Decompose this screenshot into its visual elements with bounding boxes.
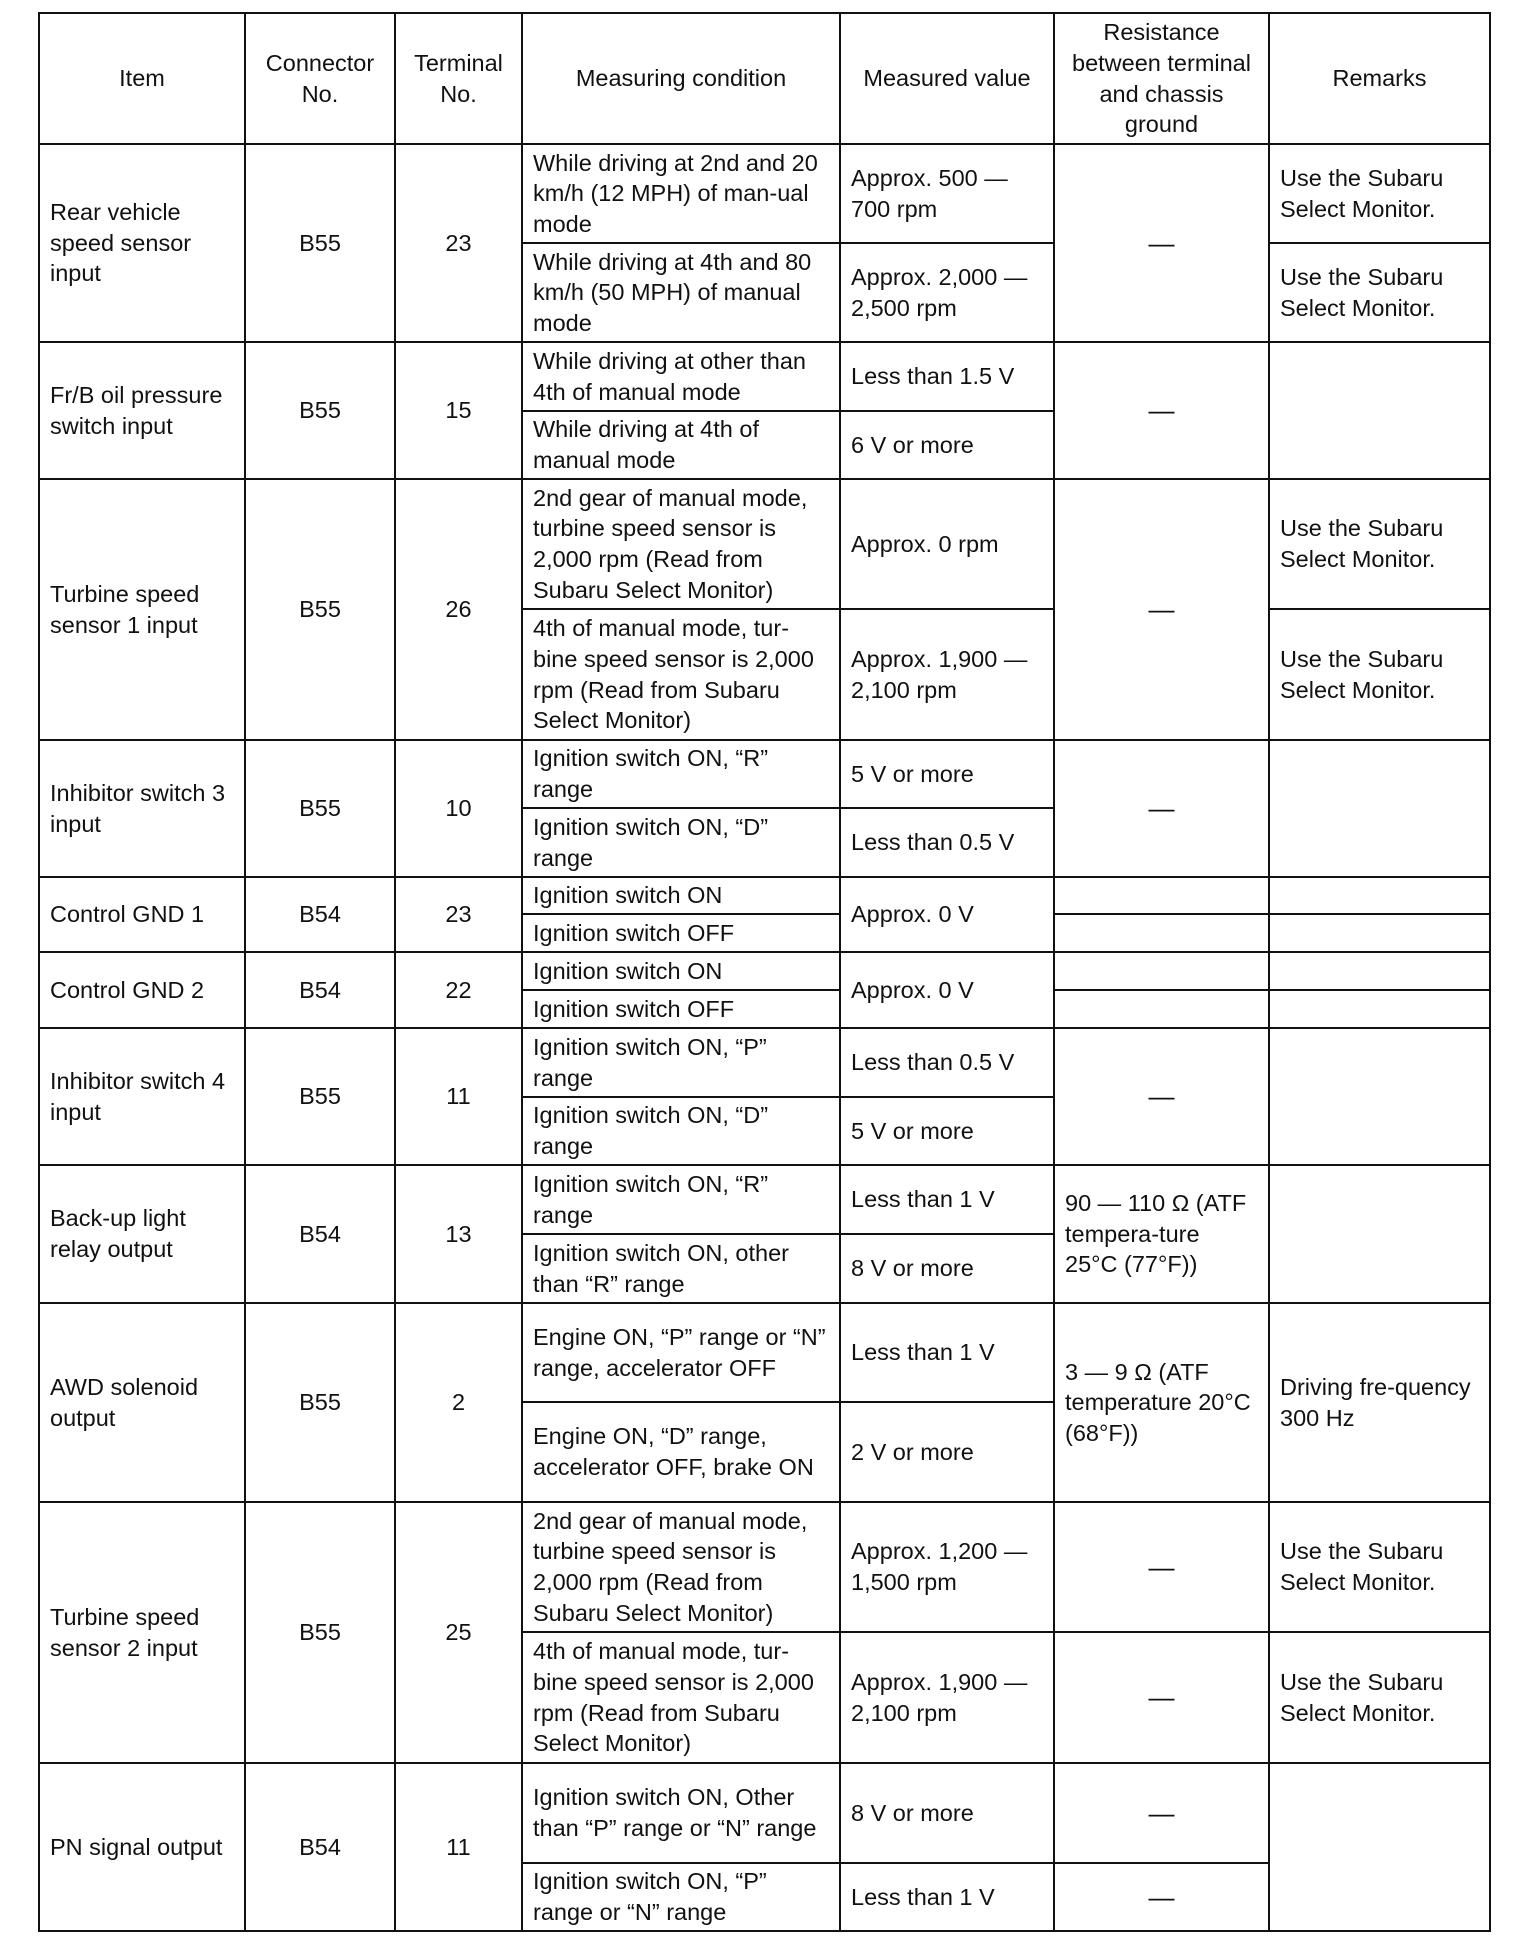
remarks-cell: Use the Subaru Select Monitor. <box>1269 479 1490 609</box>
connector-cell: B55 <box>245 740 395 877</box>
value-cell: Less than 0.5 V <box>840 808 1054 877</box>
item-cell: PN signal output <box>39 1763 245 1931</box>
value-cell: 6 V or more <box>840 411 1054 479</box>
condition-cell: Ignition switch ON, “R” range <box>522 740 840 808</box>
table-row <box>39 1303 1490 1402</box>
value-cell: Less than 1 V <box>840 1165 1054 1234</box>
condition-cell: 2nd gear of manual mode, turbine speed sensor is 2,000 rpm (Read from Subaru Select Monitor) <box>522 479 840 609</box>
terminal-cell: 11 <box>395 1028 522 1165</box>
header-connector-no: Connector No. <box>245 13 395 144</box>
condition-cell: Engine ON, “P” range or “N” range, accelerator OFF <box>522 1303 840 1402</box>
table-row <box>39 342 1490 411</box>
resistance-cell: — <box>1054 479 1269 740</box>
value-cell: Approx. 0 V <box>840 877 1054 952</box>
value-cell: Approx. 0 V <box>840 952 1054 1028</box>
connector-cell: B55 <box>245 342 395 479</box>
header-terminal-no: Terminal No. <box>395 13 522 144</box>
resistance-cell: — <box>1054 1502 1269 1632</box>
remarks-cell: Use the Subaru Select Monitor. <box>1269 1502 1490 1632</box>
item-cell: Turbine speed sensor 1 input <box>39 479 245 740</box>
resistance-cell <box>1054 990 1269 1028</box>
remarks-cell <box>1269 740 1490 877</box>
condition-cell: Ignition switch ON, “P” range <box>522 1028 840 1097</box>
item-cell: Inhibitor switch 3 input <box>39 740 245 877</box>
remarks-cell <box>1269 990 1490 1028</box>
value-cell: Less than 1.5 V <box>840 342 1054 411</box>
terminal-cell: 22 <box>395 952 522 1028</box>
condition-cell: Ignition switch OFF <box>522 990 840 1028</box>
value-cell: 8 V or more <box>840 1234 1054 1303</box>
remarks-cell <box>1269 1165 1490 1303</box>
condition-cell: While driving at 2nd and 20 km/h (12 MPH) of man-ual mode <box>522 144 840 243</box>
connector-cell: B55 <box>245 1028 395 1165</box>
resistance-cell: — <box>1054 342 1269 479</box>
remarks-cell: Use the Subaru Select Monitor. <box>1269 243 1490 342</box>
resistance-cell: — <box>1054 740 1269 877</box>
table-row <box>39 1028 1490 1097</box>
terminal-cell: 23 <box>395 877 522 952</box>
resistance-cell <box>1054 877 1269 914</box>
header-measured-value: Measured value <box>840 13 1054 144</box>
condition-cell: Engine ON, “D” range, accelerator OFF, brake ON <box>522 1402 840 1502</box>
condition-cell: Ignition switch ON, “P” range or “N” range <box>522 1863 840 1931</box>
connector-cell: B55 <box>245 1303 395 1502</box>
header-item: Item <box>39 13 245 144</box>
resistance-cell: 90 — 110 Ω (ATF tempera-ture 25°C (77°F)) <box>1054 1165 1269 1303</box>
value-cell: Less than 0.5 V <box>840 1028 1054 1097</box>
inspection-table <box>38 12 1491 1932</box>
remarks-cell <box>1269 342 1490 479</box>
table-row <box>39 1763 1490 1863</box>
value-cell: Approx. 2,000 — 2,500 rpm <box>840 243 1054 342</box>
item-cell: Turbine speed sensor 2 input <box>39 1502 245 1763</box>
resistance-cell: — <box>1054 1763 1269 1863</box>
connector-cell: B54 <box>245 1763 395 1931</box>
resistance-cell: — <box>1054 144 1269 342</box>
item-cell: AWD solenoid output <box>39 1303 245 1502</box>
item-cell: Control GND 2 <box>39 952 245 1028</box>
condition-cell: Ignition switch ON <box>522 952 840 990</box>
item-cell: Control GND 1 <box>39 877 245 952</box>
terminal-cell: 25 <box>395 1502 522 1763</box>
value-cell: Less than 1 V <box>840 1303 1054 1402</box>
condition-cell: 4th of manual mode, tur-bine speed sensor is 2,000 rpm (Read from Subaru Select Monitor) <box>522 609 840 740</box>
header-row <box>39 13 1490 144</box>
table-row <box>39 1165 1490 1234</box>
remarks-cell: Use the Subaru Select Monitor. <box>1269 609 1490 740</box>
value-cell: 8 V or more <box>840 1763 1054 1863</box>
header-measuring-condition: Measuring condition <box>522 13 840 144</box>
condition-cell: While driving at other than 4th of manual mode <box>522 342 840 411</box>
terminal-cell: 11 <box>395 1763 522 1931</box>
connector-cell: B54 <box>245 877 395 952</box>
remarks-cell: Use the Subaru Select Monitor. <box>1269 1632 1490 1763</box>
table-row <box>39 1502 1490 1632</box>
remarks-cell: Driving fre-quency 300 Hz <box>1269 1303 1490 1502</box>
terminal-cell: 13 <box>395 1165 522 1303</box>
condition-cell: Ignition switch ON, “D” range <box>522 1097 840 1165</box>
resistance-cell <box>1054 952 1269 990</box>
value-cell: Approx. 1,900 — 2,100 rpm <box>840 609 1054 740</box>
condition-cell: Ignition switch ON, Other than “P” range or “N” range <box>522 1763 840 1863</box>
condition-cell: Ignition switch ON, “R” range <box>522 1165 840 1234</box>
condition-cell: Ignition switch ON, “D” range <box>522 808 840 877</box>
connector-cell: B55 <box>245 479 395 740</box>
remarks-cell <box>1269 952 1490 990</box>
resistance-cell: — <box>1054 1863 1269 1931</box>
table-row <box>39 877 1490 914</box>
remarks-cell <box>1269 1763 1490 1931</box>
remarks-cell <box>1269 914 1490 952</box>
connector-cell: B55 <box>245 1502 395 1763</box>
item-cell: Inhibitor switch 4 input <box>39 1028 245 1165</box>
resistance-cell: 3 — 9 Ω (ATF temperature 20°C (68°F)) <box>1054 1303 1269 1502</box>
item-cell: Fr/B oil pressure switch input <box>39 342 245 479</box>
terminal-cell: 26 <box>395 479 522 740</box>
terminal-cell: 2 <box>395 1303 522 1502</box>
resistance-cell: — <box>1054 1028 1269 1165</box>
item-cell: Rear vehicle speed sensor input <box>39 144 245 342</box>
table-row <box>39 479 1490 609</box>
terminal-cell: 23 <box>395 144 522 342</box>
remarks-cell: Use the Subaru Select Monitor. <box>1269 144 1490 243</box>
terminal-cell: 15 <box>395 342 522 479</box>
value-cell: Approx. 0 rpm <box>840 479 1054 609</box>
value-cell: 2 V or more <box>840 1402 1054 1502</box>
header-remarks: Remarks <box>1269 13 1490 144</box>
connector-cell: B55 <box>245 144 395 342</box>
value-cell: 5 V or more <box>840 1097 1054 1165</box>
condition-cell: Ignition switch ON <box>522 877 840 914</box>
connector-cell: B54 <box>245 1165 395 1303</box>
connector-cell: B54 <box>245 952 395 1028</box>
resistance-cell: — <box>1054 1632 1269 1763</box>
value-cell: Approx. 1,900 — 2,100 rpm <box>840 1632 1054 1763</box>
condition-cell: Ignition switch ON, other than “R” range <box>522 1234 840 1303</box>
table-row <box>39 144 1490 243</box>
condition-cell: 2nd gear of manual mode, turbine speed sensor is 2,000 rpm (Read from Subaru Select Monitor) <box>522 1502 840 1632</box>
terminal-cell: 10 <box>395 740 522 877</box>
resistance-cell <box>1054 914 1269 952</box>
item-cell: Back-up light relay output <box>39 1165 245 1303</box>
value-cell: 5 V or more <box>840 740 1054 808</box>
condition-cell: Ignition switch OFF <box>522 914 840 952</box>
remarks-cell <box>1269 877 1490 914</box>
condition-cell: While driving at 4th of manual mode <box>522 411 840 479</box>
table-row <box>39 740 1490 808</box>
condition-cell: 4th of manual mode, tur-bine speed sensor is 2,000 rpm (Read from Subaru Select Monitor) <box>522 1632 840 1763</box>
condition-cell: While driving at 4th and 80 km/h (50 MPH) of manual mode <box>522 243 840 342</box>
value-cell: Less than 1 V <box>840 1863 1054 1931</box>
remarks-cell <box>1269 1028 1490 1165</box>
table-row <box>39 952 1490 990</box>
value-cell: Approx. 1,200 — 1,500 rpm <box>840 1502 1054 1632</box>
value-cell: Approx. 500 — 700 rpm <box>840 144 1054 243</box>
header-resistance: Resistance between terminal and chassis ground <box>1054 13 1269 144</box>
